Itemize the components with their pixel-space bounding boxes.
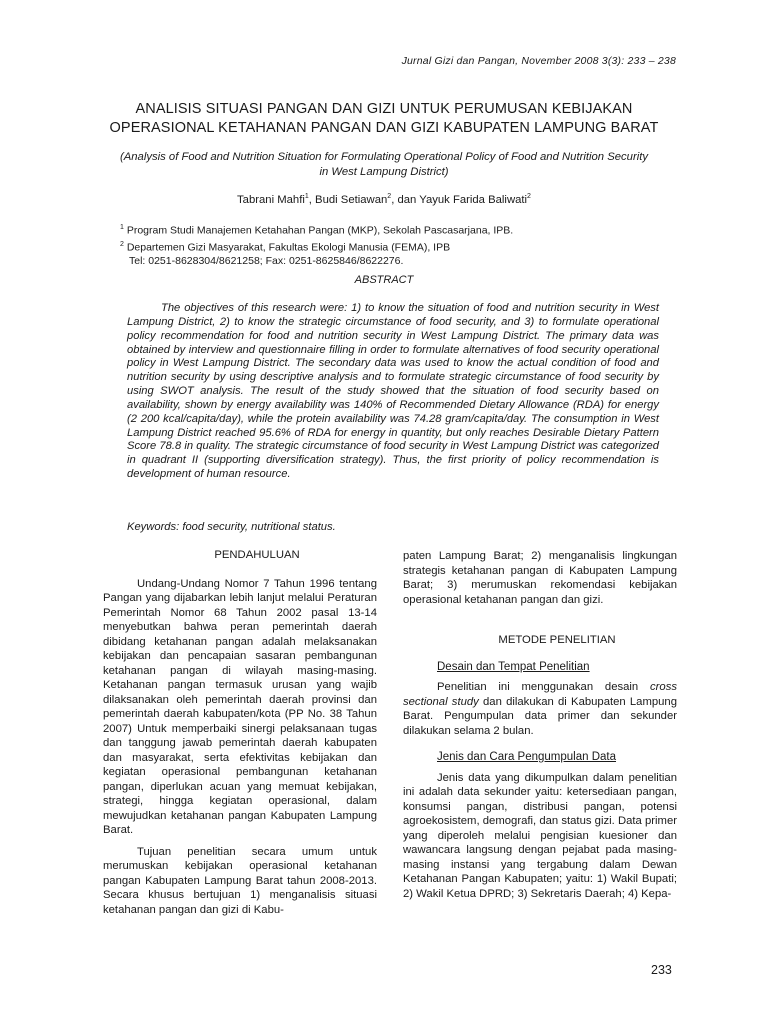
- author-3-affil-mark: 2: [527, 193, 531, 200]
- abstract-body: The objectives of this research were: 1) to know the situation of food and nutrition security in West Lampung District, 2) to know the strategic circumstance of food security, and 3) to formulate operational policy recommendation for food and nutrition security in West Lampung District. The primary data was obtained by interview and questionnaire filling in order to formulate alternatives of food security operational policy in West Lampung District. The secondary data was used to know the actual condition of food and nutrition security by using descriptive analysis and to formulate strategic circumstance of food security by using SWOT analysis. The result of the study showed that the situation of food security based on availability, shown by energy availability was 140% of Recommended Dietary Allowance (RDA) for energy (2 200 kcal/capita/day), while the protein availability was 74.28 gram/capita/day. The consumption in West Lampung District reached 95.6% of RDA for energy in quantity, but only reaches Desirable Dietary Pattern Score 78.8 in quality. The strategic circumstance of food security in West Lampung District was categorized in quadrant II (supporting diversification strategy). Thus, the first priority of policy recommendation is development of human resource.: [127, 302, 659, 481]
- author-1-affil-mark: 1: [304, 193, 309, 200]
- affiliation-2: $^2$ Departemen Gizi Masyarakat, Fakultas Ekologi Manusia (FEMA), IPB: [120, 241, 451, 254]
- subheading-jenis-data: Jenis dan Cara Pengumpulan Data: [437, 751, 617, 763]
- affiliations: [120, 221, 513, 269]
- intro-continued-paragraph: paten Lampung Barat; 2) menganalisis lingkungan strategis ketahanan pangan di Kabupaten Lampung Barat; 3) merumuskan rekomendasi kebijakan operasional ketahanan pangan dan gizi.: [403, 550, 677, 606]
- title-line-1: ANALISIS SITUASI PANGAN DAN GIZI UNTUK PERUMUSAN KEBIJAKAN: [135, 101, 633, 117]
- journal-header: Jurnal Gizi dan Pangan, November 2008 3(3): 233 – 238: [401, 55, 676, 67]
- affiliation-contact: Tel: 0251-8628304/8621258; Fax: 0251-8625846/8622276.: [129, 255, 404, 267]
- author-2: Budi Setiawan: [315, 193, 388, 206]
- section-heading-pendahuluan: PENDAHULUAN: [214, 549, 300, 561]
- author-1: Tabrani Mahfi: [237, 193, 305, 206]
- paper-title: [80, 100, 688, 138]
- affiliation-1: $^1$ Program Studi Manajemen Ketahahan Pangan (MKP), Sekolah Pascasarjana, IPB.: [120, 224, 514, 237]
- abstract-heading: ABSTRACT: [354, 274, 414, 286]
- section-heading-metode: METODE PENELITIAN: [498, 634, 616, 646]
- data-paragraph: Jenis data yang dikumpulkan dalam penelitian ini adalah data sekunder yaitu: ketersediaan pangan, konsumsi pangan, distribusi pangan, potensi agroekosistem, demografi, dan status gizi. Data primer yang diperoleh melalui pengisian kuesioner dan wawancara langsung dengan pejabat pada masing-masing instansi yang tergabung dalam Dewan Ketahanan Pangan Kabupaten; yaitu: 1) Wakil Bupati; 2) Wakil Ketua DPRD; 3) Sekretaris Daerah; 4) Kepa-: [403, 771, 677, 900]
- subheading-desain: Desain dan Tempat Penelitian: [437, 660, 590, 673]
- keywords: Keywords: food security, nutritional status.: [127, 521, 336, 533]
- english-subtitle: (Analysis of Food and Nutrition Situation for Formulating Operational Policy of Food and Nutrition Security in West Lampung District): [119, 151, 649, 178]
- page-number: 233: [651, 963, 672, 977]
- author-list: Tabrani Mahfi$^1$, Budi Setiawan$^2$, dan Yayuk Farida Baliwati$^2$: [237, 193, 531, 206]
- right-column: [403, 549, 677, 901]
- title-line-2: OPERASIONAL KETAHANAN PANGAN DAN GIZI KABUPATEN LAMPUNG BARAT: [109, 120, 659, 136]
- design-paragraph: Penelitian ini menggunakan desain cross sectional study dan dilakukan di Kabupaten Lampung Barat. Pengumpulan data primer dan sekunder dilakukan selama 2 bulan.: [403, 681, 678, 737]
- author-2-affil-mark: 2: [387, 193, 392, 200]
- author-3: dan Yayuk Farida Baliwati: [397, 193, 528, 206]
- left-column: [103, 548, 377, 917]
- intro-paragraph-1: Undang-Undang Nomor 7 Tahun 1996 tentang Pangan yang dijabarkan lebih lanjut melalui Peraturan Pemerintah Nomor 68 Tahun 2002 pasal 13-14 menyebutkan bahwa peran pemerintah daerah dibidang ketahanan pangan adalah melaksanakan kebijakan dan pencapaian sasaran pembangunan ketahanan pangan di wilayah masing-masing. Ketahanan pangan termasuk urusan yang wajib dilaksanakan oleh pemerintah daerah provinsi dan pemerintah daerah kabupaten/kota (PP No. 38 Tahun 2007) Untuk memperbaiki sinergi pelaksanaan tugas dan tanggung jawab pemerintah daerah kabupaten dan masyarakat, serta efektivitas kebijakan dan kegiatan operasional pembangunan ketahanan pangan, diperlukan acuan yang memuat kebijakan, strategi, hingga kegiatan operasional, dalam mewujudkan ketahanan pangan Kabupaten Lampung Barat.: [103, 577, 377, 836]
- intro-paragraph-2: Tujuan penelitian secara umum untuk merumuskan kebijakan operasional ketahanan pangan Kabupaten Lampung Barat tahun 2008-2013. Secara khusus bertujuan 1) menganalisis situasi ketahanan pangan dan gizi di Kabu-: [103, 845, 377, 916]
